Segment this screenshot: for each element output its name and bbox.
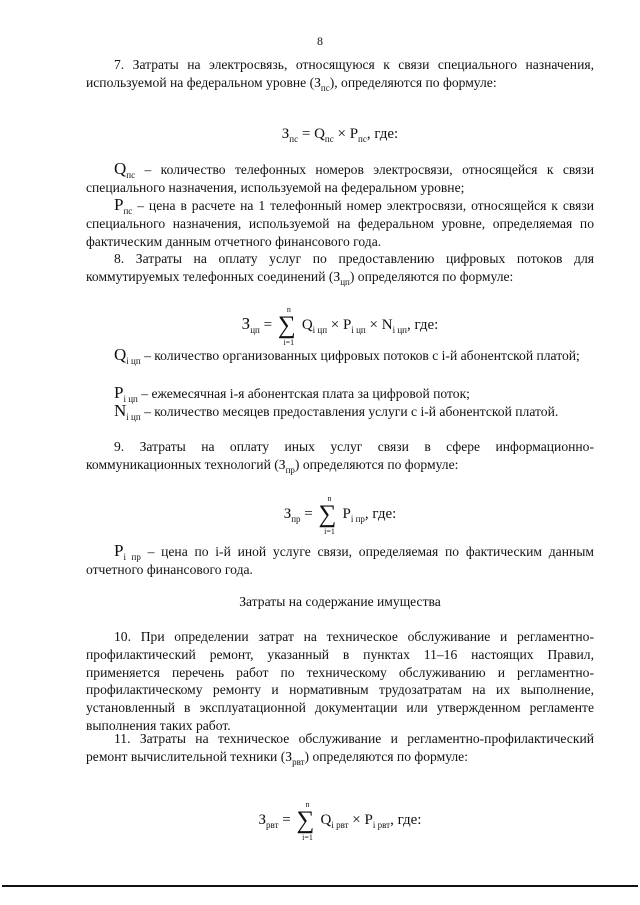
- definition-8-p-symbol: P: [114, 383, 124, 402]
- formula-7-z-sub: пс: [289, 134, 299, 144]
- paragraph-9: [86, 438, 594, 474]
- formula-11-times: ×: [352, 812, 361, 828]
- paragraph-8-sub: цп: [340, 276, 350, 287]
- paragraph-7-tail: ), определяются по формуле:: [329, 74, 497, 90]
- formula-8-n: N: [381, 317, 393, 333]
- formula-11-z-sub: рвт: [266, 820, 279, 830]
- definition-9-p-sub: i пр: [123, 552, 141, 562]
- formula-9-z: З: [283, 506, 292, 522]
- formula-7-times: ×: [337, 126, 346, 142]
- paragraph-11-sub: рвт: [292, 756, 305, 767]
- sum-11-upper: n: [305, 799, 310, 809]
- paragraph-11-tail: ) определяются по формуле:: [304, 748, 468, 764]
- formula-8: [86, 304, 594, 347]
- formula-11-tail: , где:: [390, 812, 422, 828]
- sum-8-lower: i=1: [283, 337, 295, 347]
- formula-7-eq: =: [301, 126, 311, 142]
- formula-11-p: P: [364, 812, 373, 828]
- formula-8-q: Q: [301, 317, 313, 333]
- sum-symbol-11: [295, 799, 319, 842]
- sum-8-upper: n: [286, 304, 291, 314]
- formula-11-q-sub: i рвт: [331, 820, 349, 830]
- formula-7-z: З: [281, 126, 290, 142]
- paragraph-7-sub: пс: [320, 82, 330, 93]
- sum-9-upper: n: [327, 493, 332, 503]
- paragraph-9-sub: пр: [285, 464, 295, 475]
- definition-7-q-sub: пс: [126, 170, 136, 180]
- definition-8-n: [86, 402, 594, 421]
- formula-9-p-sub: i пр: [350, 514, 365, 524]
- definition-8-p-sub: i цп: [123, 394, 138, 404]
- paragraph-8-tail: ) определяются по формуле:: [349, 268, 514, 284]
- formula-8-times-1: ×: [330, 317, 340, 333]
- formula-11-eq: =: [282, 812, 291, 828]
- sum-symbol-9: [318, 493, 342, 536]
- definition-8-q: [86, 346, 594, 365]
- formula-8-tail: , где:: [406, 317, 439, 333]
- definition-8-p-text: – ежемесячная i-я абонентская плата за цифровой поток;: [137, 386, 470, 401]
- definition-8-q-symbol: Q: [114, 345, 127, 364]
- paragraph-8-text: 8. Затраты на оплату услуг по предоставлению цифровых потоков для коммутируемых телефонных соединений (З: [86, 251, 594, 284]
- sigma-glyph-9: ∑: [318, 500, 337, 528]
- definition-7-q: [86, 160, 594, 197]
- formula-9: [86, 493, 594, 536]
- formula-8-p: P: [343, 317, 352, 333]
- definition-9-p: [86, 542, 594, 579]
- sigma-glyph-8: ∑: [277, 311, 296, 339]
- definition-7-q-symbol: Q: [114, 159, 127, 178]
- definition-7-p-sub: пс: [123, 206, 133, 216]
- definition-8-n-text: – количество месяцев предоставления услуги с i-й абонентской платой.: [140, 404, 559, 419]
- formula-7-q-sub: пс: [324, 134, 334, 144]
- paragraph-9-text: 9. Затраты на оплату иных услуг связи в сфере информационно-коммуникационных технологий (З: [86, 439, 594, 472]
- sum-symbol-8: [277, 304, 301, 347]
- definition-9-p-text: – цена по i-й иной услуге связи, определяемая по фактическим данным отчетного финансового года.: [86, 544, 594, 577]
- paragraph-8: [86, 250, 594, 286]
- sum-9-lower: i=1: [324, 526, 335, 536]
- definition-8-q-sub: i цп: [126, 356, 141, 366]
- definition-8-p: [86, 384, 594, 403]
- paragraph-7: [86, 56, 594, 92]
- definition-7-q-text: – количество телефонных номеров электросвязи, относящейся к связи специального назначения, используемой на федеральном уровне;: [86, 162, 594, 195]
- formula-8-q-sub: i цп: [312, 325, 328, 335]
- formula-9-eq: =: [304, 506, 313, 522]
- paragraph-7-text: 7. Затраты на электросвязь, относящуюся к связи специального назначения, используемой на федеральном уровне (З: [86, 57, 594, 90]
- section-heading: Затраты на содержание имущества: [239, 594, 441, 609]
- formula-9-z-sub: пр: [291, 514, 301, 524]
- paragraph-11: [86, 730, 594, 766]
- definition-8-n-symbol: N: [114, 401, 127, 420]
- formula-11-q: Q: [320, 812, 332, 828]
- paragraph-11-text: 11. Затраты на техническое обслуживание и регламентно-профилактический ремонт вычислительной техники (З: [86, 731, 594, 764]
- definition-7-p-text: – цена в расчете на 1 телефонный номер электросвязи, относящейся к связи специального назначения, используемой на федеральном уровне, определяемая по фактическим данным отчетного финансового года.: [86, 198, 594, 249]
- definition-9-p-symbol: P: [114, 541, 124, 560]
- paragraph-10: 10. При определении затрат на техническое обслуживание и регламентно-профилактический ремонт, указанный в пунктах 11–16 настоящих Правил, применяется перечень работ по техническому обслуживанию и регламентно-профилактическому ремонту и нормативным трудозатратам на их выполнение, установленный в эксплуатационной документации или утвержденном регламенте выполнения таких работ.: [86, 629, 594, 733]
- formula-7-q: Q: [314, 126, 325, 142]
- paragraph-9-tail: ) определяются по формуле:: [294, 456, 459, 472]
- definition-7-p: [86, 196, 594, 250]
- definition-8-n-sub: i цп: [126, 412, 141, 422]
- formula-7: [86, 124, 594, 144]
- formula-11-z: З: [258, 812, 267, 828]
- formula-8-p-sub: i цп: [351, 325, 366, 335]
- formula-8-eq: =: [263, 317, 273, 333]
- formula-7-p: P: [349, 126, 359, 142]
- formula-11-p-sub: i рвт: [372, 820, 391, 830]
- formula-8-z: З: [241, 314, 251, 333]
- sigma-glyph-11: ∑: [296, 806, 315, 834]
- formula-7-tail: , где:: [366, 126, 399, 142]
- definition-8-q-text: – количество организованных цифровых потоков с i-й абонентской платой;: [140, 348, 580, 363]
- formula-8-times-2: ×: [369, 317, 378, 333]
- formula-9-p: P: [342, 506, 351, 522]
- definition-7-p-symbol: P: [114, 195, 124, 214]
- scan-edge-bar: [2, 885, 638, 887]
- formula-11: [86, 799, 594, 842]
- formula-8-z-sub: цп: [250, 325, 260, 335]
- formula-7-p-sub: пс: [358, 134, 367, 144]
- formula-8-n-sub: i цп: [392, 325, 407, 335]
- formula-9-tail: , где:: [364, 506, 397, 522]
- sum-11-lower: i=1: [302, 832, 313, 842]
- page-number: 8: [317, 34, 323, 48]
